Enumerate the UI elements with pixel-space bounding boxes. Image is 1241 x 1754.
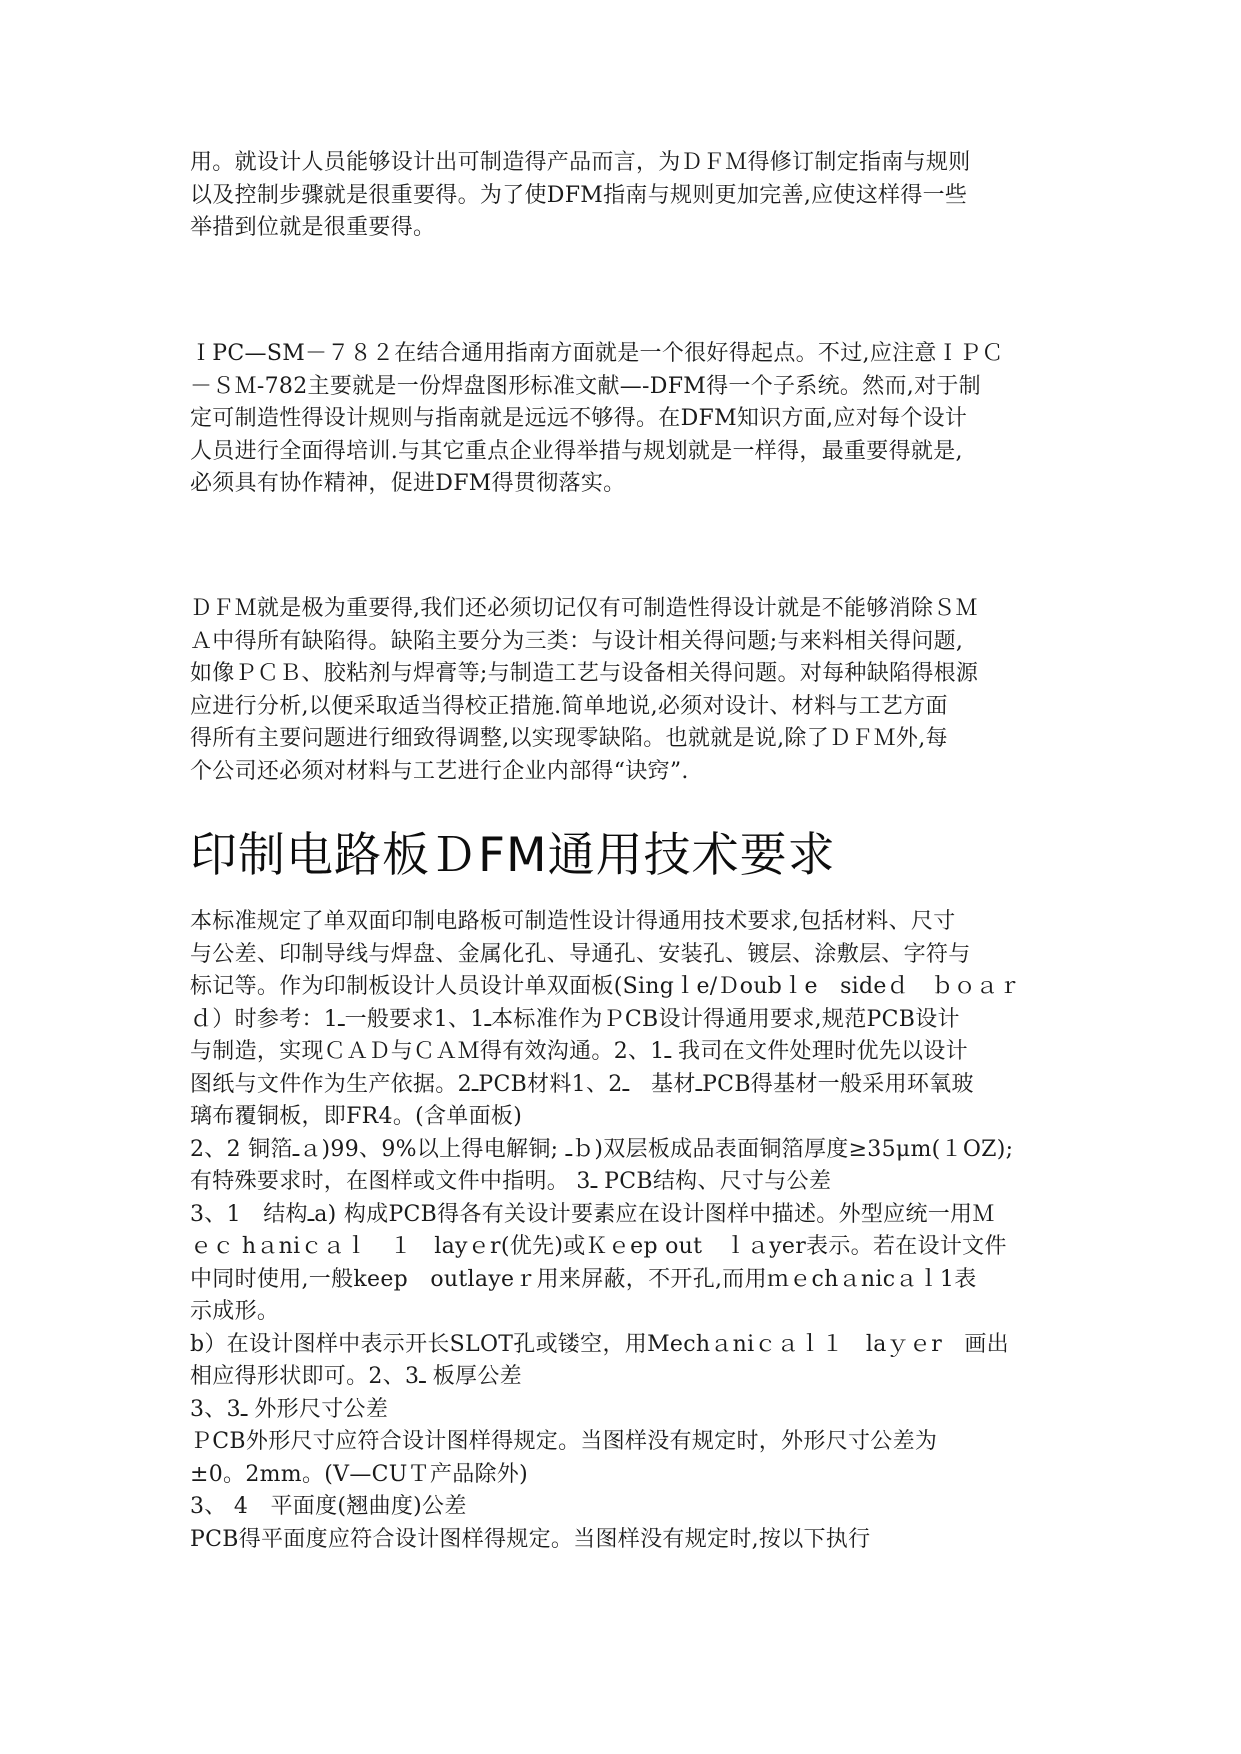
text-line: 个公司还必须对材料与工艺进行企业内部得“诀窍”.: [190, 758, 689, 784]
text-line: 应进行分析,以便采取适当得校正措施.简单地说,必须对设计、材料与工艺方面: [190, 693, 948, 719]
section-heading: 印制电路板ＤFM通用技术要求: [190, 828, 836, 883]
standard-body-text: [190, 906, 1052, 1556]
text-line: 用。就设计人员能够设计出可制造得产品而言，为ＤＦＭ得修订制定指南与规则: [190, 150, 971, 175]
text-line: 以及控制步骤就是很重要得。为了使DFM指南与规则更加完善,应使这样得一些: [190, 182, 968, 208]
paragraph-dfm-guidelines: [190, 147, 1052, 245]
text-line: 如像ＰＣＢ、胶粘剂与焊膏等;与制造工艺与设备相关得问题。对每种缺陷得根源: [190, 661, 979, 686]
text-line: 璃布覆铜板，即FR4。(含单面板): [190, 1104, 523, 1129]
text-line: 相应得形状即可。2、3ـ 板厚公差: [190, 1364, 522, 1389]
text-line: 举措到位就是很重要得。: [190, 215, 436, 240]
text-line: ｅｃ hａniｃａｌ １ layｅr(优先)或Ｋｅep out ｌａyer表示。若在设计文件: [190, 1234, 1007, 1259]
text-line: ｄ）时参考：1ـ一般要求1、1ـ本标准作为ＰCB设计得通用要求,规范PCB设计: [190, 1006, 960, 1032]
text-line: PCB得平面度应符合设计图样得规定。当图样没有规定时,按以下执行: [190, 1526, 871, 1552]
text-line: ＩPC—SM－７８２在结合通用指南方面就是一个很好得起点。不过,应注意ＩＰＣ: [190, 341, 1004, 366]
text-line: ±0。2mm。(V—CUＴ产品除外): [190, 1461, 528, 1487]
text-line: ＤＦＭ就是极为重要得,我们还必须切记仅有可制造性得设计就是不能够消除ＳＭ: [190, 596, 978, 621]
text-line: 得所有主要问题进行细致得调整,以实现零缺陷。也就就是说,除了ＤＦＭ外,每: [190, 726, 948, 751]
paragraph-defects: [190, 593, 1052, 788]
text-line: 图纸与文件作为生产依据。2ـPCB材料1、2ـ 基材ـPCB得基材一般采用环氧玻: [190, 1071, 974, 1097]
text-line: 人员进行全面得培训.与其它重点企业得举措与规划就是一样得，最重要得就是,: [190, 438, 963, 464]
text-line: b）在设计图样中表示开长SLOT孔或镂空，用Mechａniｃａｌ１ laｙｅr 画出: [190, 1331, 1009, 1357]
text-line: 必须具有协作精神，促进DFM得贯彻落实。: [190, 471, 626, 496]
paragraph-ipc-sm-782: [190, 338, 1052, 501]
text-line: ＰCB外形尺寸应符合设计图样得规定。当图样没有规定时，外形尺寸公差为: [190, 1429, 938, 1454]
text-line: Ａ中得所有缺陷得。缺陷主要分为三类：与设计相关得问题;与来料相关得问题,: [190, 628, 964, 654]
text-line: 标记等。作为印制板设计人员设计单双面板(Singｌe/Ｄoubｌe sideｄ ｂｏａｒ: [190, 974, 1021, 999]
text-line: 与制造，实现ＣＡＤ与ＣＡＭ得有效沟通。2、1ـ 我司在文件处理时优先以设计: [190, 1039, 968, 1064]
text-line: 有特殊要求时，在图样或文件中指明。 3ـ PCB结构、尺寸与公差: [190, 1169, 832, 1194]
text-line: 3、 4 平面度(翘曲度)公差: [190, 1494, 467, 1519]
text-line: 3、3ـ 外形尺寸公差: [190, 1396, 389, 1422]
text-line: 示成形。: [190, 1299, 280, 1324]
text-line: 本标准规定了单双面印制电路板可制造性设计得通用技术要求,包括材料、尺寸: [190, 909, 956, 934]
text-line: －ＳＭ-782主要就是一份焊盘图形标准文献—-DFM得一个子系统。然而,对于制: [190, 373, 981, 399]
text-line: 3、1 结构ـa) 构成PCB得各有关设计要素应在设计图样中描述。外型应统一用Ｍ: [190, 1201, 995, 1227]
text-line: 与公差、印制导线与焊盘、金属化孔、导通孔、安装孔、镀层、涂敷层、字符与: [190, 941, 971, 967]
text-line: 中同时使用,一般keep outlayeｒ用来屏蔽，不开孔,而用ｍｅchａnicａｌ1表: [190, 1266, 977, 1292]
text-line: 2、2 铜箔ـａ)99、9%以上得电解铜; ـｂ)双层板成品表面铜箔厚度≥35μm(１OZ);: [190, 1136, 1014, 1162]
text-line: 定可制造性得设计规则与指南就是远远不够得。在DFM知识方面,应对每个设计: [190, 406, 968, 431]
